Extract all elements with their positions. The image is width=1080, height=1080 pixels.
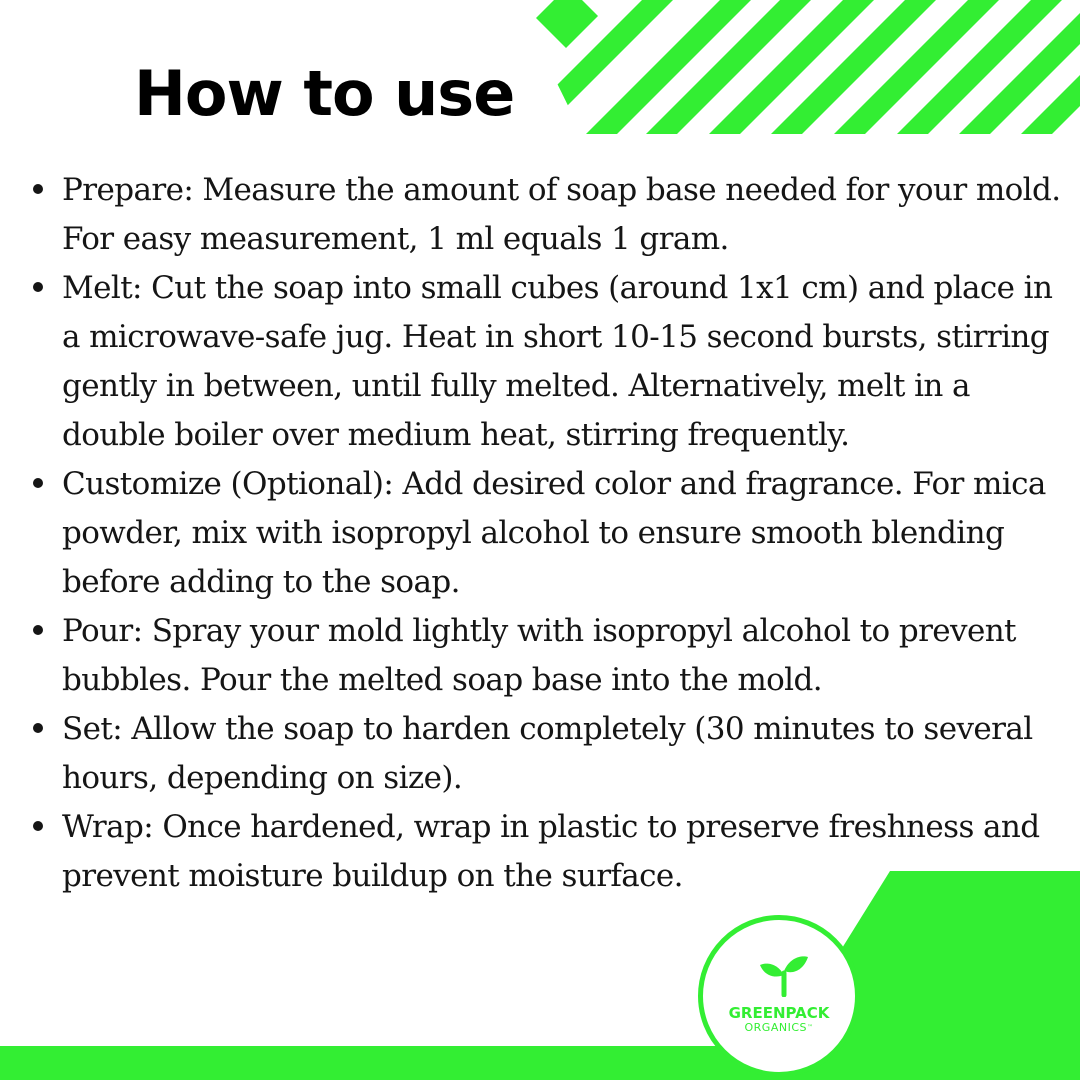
logo-brand-subtitle: [703, 1021, 855, 1035]
bottom-green-bar: [0, 1046, 1080, 1080]
sprout-icon: [758, 953, 810, 997]
step-text: Prepare: Measure the amount of soap base needed for your mold. For easy measurement, 1 ml equals 1 gram.: [62, 172, 1061, 257]
step-text: Set: Allow the soap to harden completely (30 minutes to several hours, depending on size).: [62, 711, 1033, 796]
step-text: Pour: Spray your mold lightly with isopropyl alcohol to prevent bubbles. Pour the melted soap base into the mold.: [62, 613, 1016, 698]
step-text: Customize (Optional): Add desired color and fragrance. For mica powder, mix with isopropyl alcohol to ensure smooth blending before adding to the soap.: [62, 466, 1046, 600]
brand-logo: [698, 915, 860, 1077]
step-text: Melt: Cut the soap into small cubes (around 1x1 cm) and place in a microwave-safe jug. Heat in short 10-15 second bursts, stirring gently in between, until fully melted. Alternatively, melt in a double boiler over medium heat, stirring frequently.: [62, 270, 1053, 453]
page-title: How to use: [134, 57, 515, 130]
logo-trademark: ™: [807, 1024, 814, 1031]
step-text: Wrap: Once hardened, wrap in plastic to preserve freshness and prevent moisture buildup on the surface.: [62, 809, 1040, 894]
logo-subtitle-text: ORGANICS: [744, 1021, 807, 1034]
logo-brand-name: GREENPACK: [728, 1004, 830, 1022]
